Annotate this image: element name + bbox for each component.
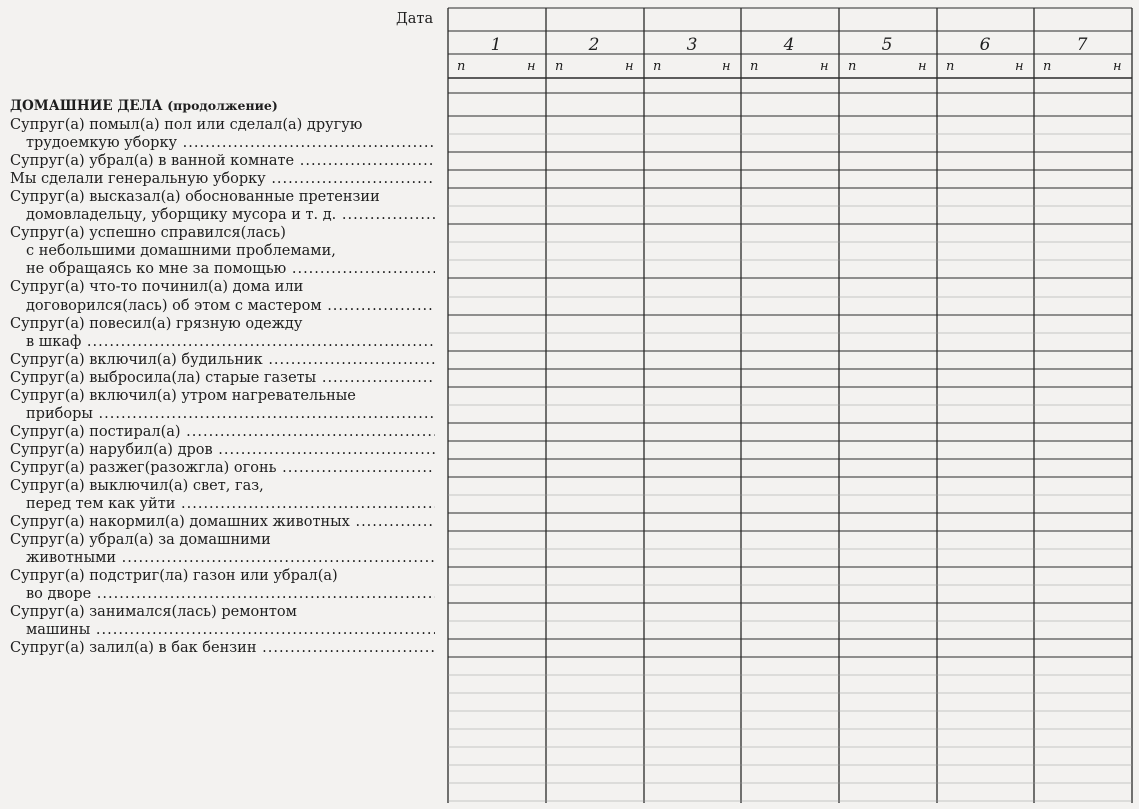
day-number: 5 <box>881 35 893 55</box>
item-label-line: Мы сделали генеральную уборку ..... <box>10 170 435 188</box>
day-sub-left: п <box>457 59 466 74</box>
item-label-line: Супруг(а) убрал(а) в ванной комнате ..... <box>10 152 435 170</box>
day-number: 2 <box>588 35 600 55</box>
item-label-line: Супруг(а) включил(а) утром нагревательные <box>10 388 356 404</box>
item-label-line: Супруг(а) высказал(а) обоснованные претензии <box>10 189 380 205</box>
item-label-line: Супруг(а) повесил(а) грязную одежду <box>10 316 303 332</box>
day-sub-right: н <box>918 59 927 74</box>
item-label-line: договорился(лась) об этом с мастером ..... <box>26 297 435 315</box>
item-label-line: Супруг(а) нарубил(а) дров ..... <box>10 441 435 459</box>
day-sub-right: н <box>527 59 536 74</box>
item-label-line: приборы ..... <box>26 405 435 423</box>
item-label-line: Супруг(а) что-то починил(а) дома или <box>10 279 304 295</box>
item-label-line: Супруг(а) успешно справился(лась) <box>10 225 286 241</box>
day-sub-right: н <box>625 59 634 74</box>
item-label-line: перед тем как уйти ..... <box>26 495 435 513</box>
day-number: 6 <box>979 35 991 55</box>
item-label-line: во дворе ..... <box>26 585 435 603</box>
day-number: 7 <box>1076 35 1088 55</box>
day-number: 3 <box>686 35 698 55</box>
item-label-line: Супруг(а) постирал(а) ..... <box>10 423 435 441</box>
day-number: 4 <box>783 35 795 55</box>
item-label-line: Супруг(а) залил(а) в бак бензин ..... <box>10 639 435 657</box>
item-label-line: Супруг(а) занимался(лась) ремонтом <box>10 604 297 620</box>
day-sub-right: н <box>820 59 829 74</box>
day-sub-left: п <box>750 59 759 74</box>
day-sub-left: п <box>653 59 662 74</box>
date-label: Дата <box>396 11 434 27</box>
item-label-line: Супруг(а) накормил(а) домашних животных ..... <box>10 513 435 531</box>
item-label-line: машины ..... <box>26 621 435 639</box>
day-sub-right: н <box>722 59 731 74</box>
day-sub-left: п <box>848 59 857 74</box>
item-label-line: Супруг(а) помыл(а) пол или сделал(а) другую <box>10 117 363 133</box>
day-number: 1 <box>490 35 502 55</box>
section-title-suffix: (продолжение) <box>167 98 278 113</box>
item-label-line: трудоемкую уборку ..... <box>26 134 435 152</box>
item-label-line: в шкаф ..... <box>26 333 435 351</box>
day-sub-left: п <box>555 59 564 74</box>
day-sub-left: п <box>1043 59 1052 74</box>
day-sub-left: п <box>946 59 955 74</box>
item-label-line: не обращаясь ко мне за помощью ..... <box>26 260 435 278</box>
item-label-line: Супруг(а) выключил(а) свет, газ, <box>10 478 264 494</box>
section-title-main: ДОМАШНИЕ ДЕЛА <box>10 98 163 114</box>
item-label-line: Супруг(а) разжег(разожгла) огонь ..... <box>10 459 435 477</box>
item-label-line: Супруг(а) подстриг(ла) газон или убрал(а) <box>10 568 338 584</box>
item-label-line: Супруг(а) включил(а) будильник ..... <box>10 351 435 369</box>
item-label-line: Супруг(а) выбросила(ла) старые газеты ..... <box>10 369 435 387</box>
day-sub-right: н <box>1113 59 1122 74</box>
item-label-line: с небольшими домашними проблемами, <box>26 243 336 259</box>
item-label-line: домовладельцу, уборщику мусора и т. д. ..... <box>26 206 435 224</box>
item-label-line: животными ..... <box>26 549 435 567</box>
day-sub-right: н <box>1015 59 1024 74</box>
item-label-line: Супруг(а) убрал(а) за домашними <box>10 532 271 548</box>
